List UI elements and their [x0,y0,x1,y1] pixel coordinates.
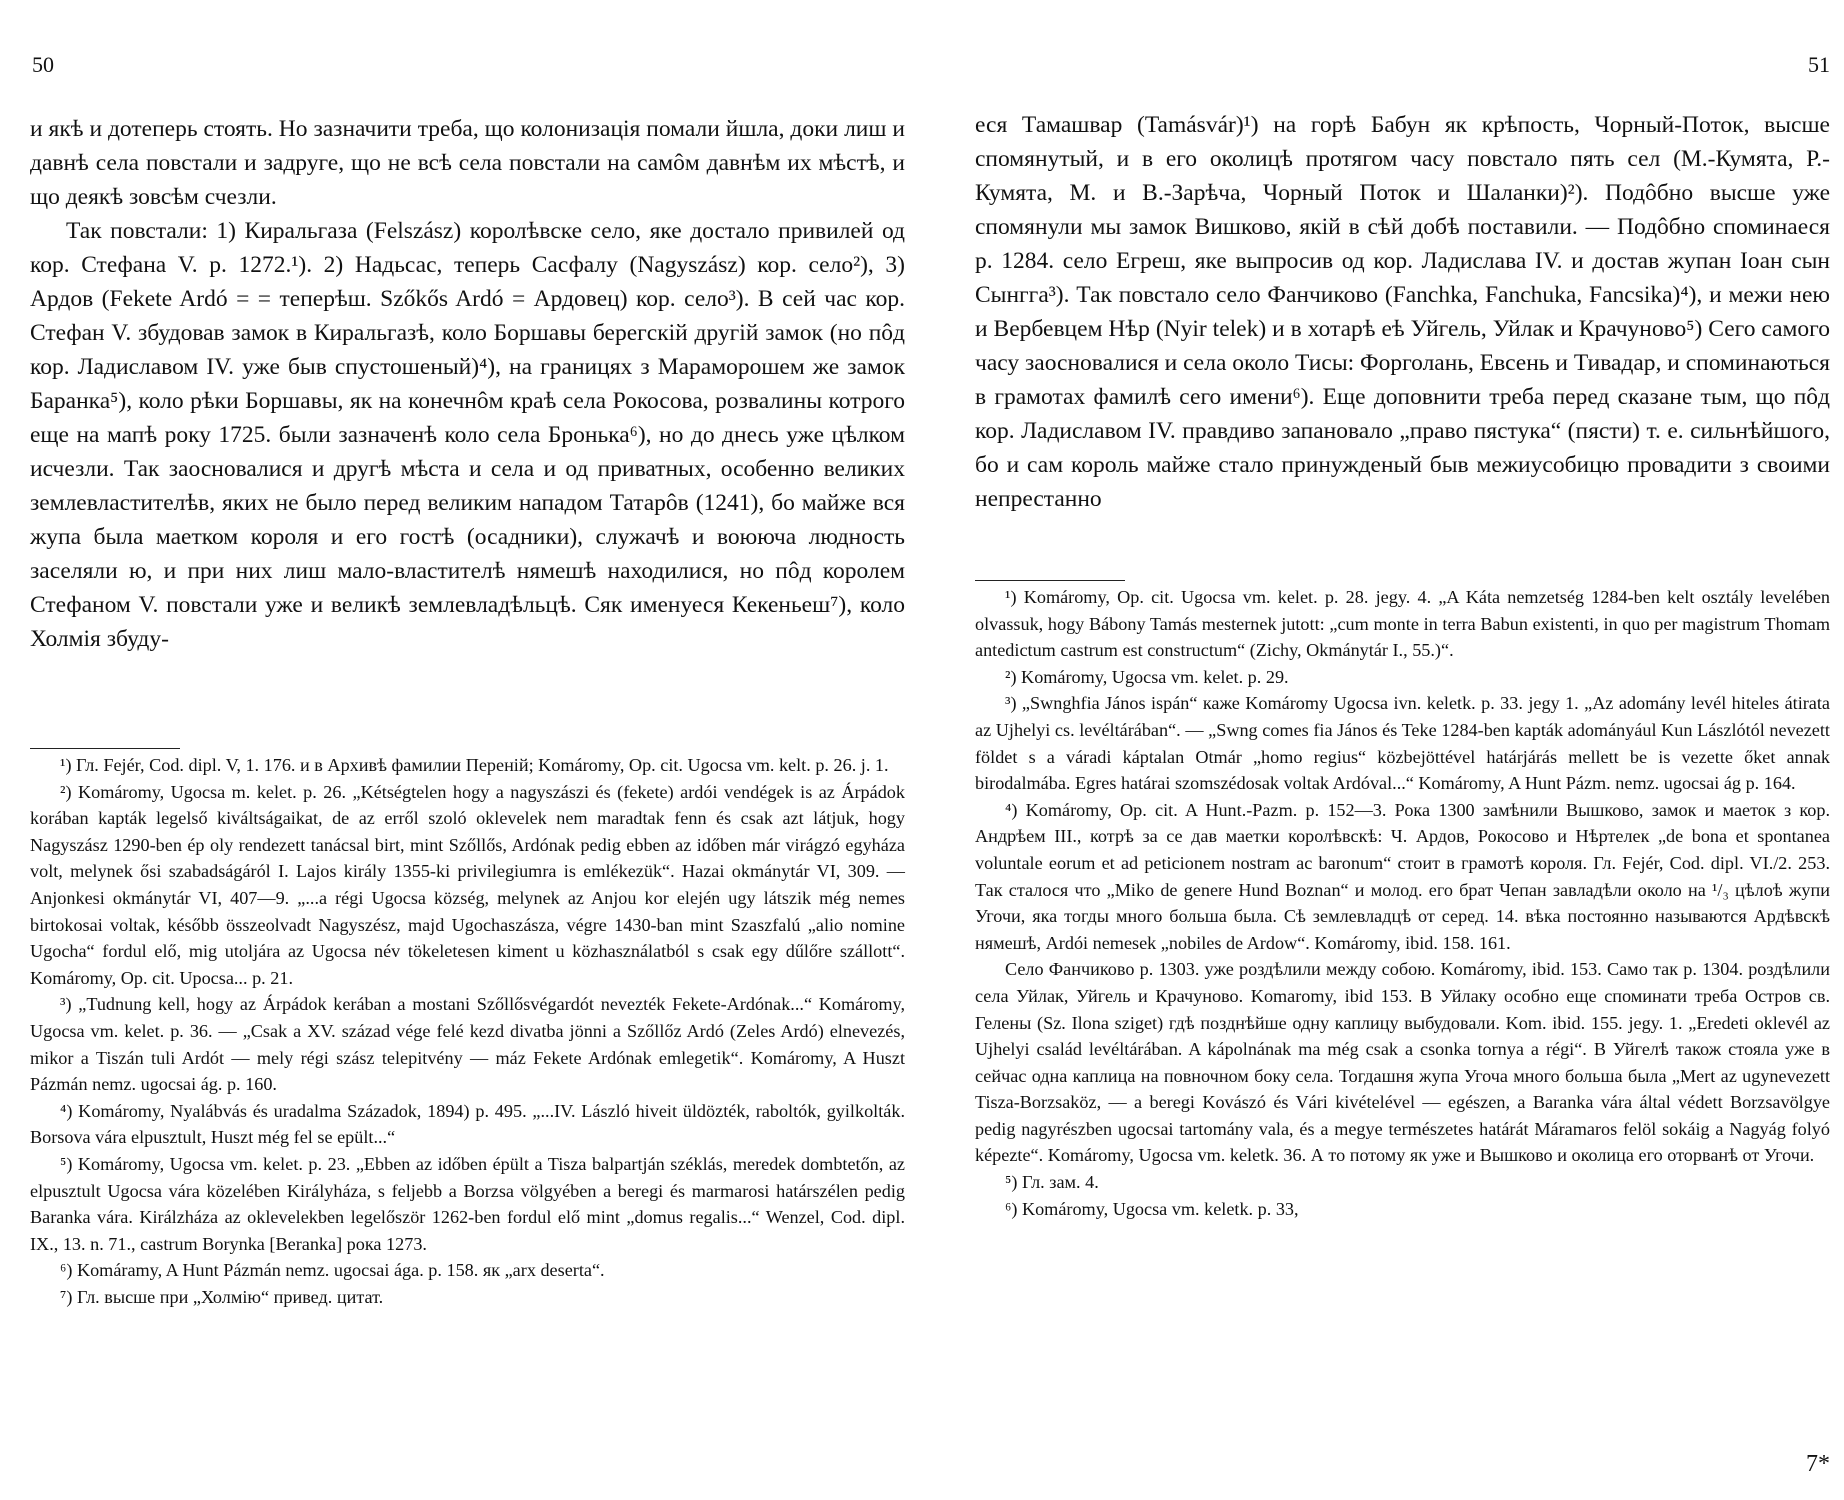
right-page [975,0,1830,1500]
printer-signature: 7* [1806,1451,1830,1477]
footnote: ⁵) Гл. зам. 4. [1005,1172,1099,1193]
footnote: ⁶) Komárаmy, A Hunt Pázmán nemz. ugocsai ága. p. 158. як „arx deserta“. [60,1260,605,1281]
footnote: ¹) Komáromy, Op. cit. Ugocsa vm. kelet. p. 28. jegy. 4. „A Káta nemzetség 1284-ben kelt osztály levelében olvassuk, hogy Bábony Tamás mesternek jutott: „cum monte in terra Babun existenti, in quo per magistrum Thomam antedictum castrum est constructum“ (Zichy, Okmánytár I., 55.)“. [975,587,1830,661]
footnote-separator [30,748,180,749]
footnotes [30,752,905,1310]
footnote: ⁵) Komáromy, Ugocsa vm. kelet. p. 23. „Ebben az időben épült a Tisza balpartján széklás, meredek dombtetőn, az elpusztult Ugocsa vára közelében Királyháza, s feljebb a Borzsa völgyében a beregi és marmarosi határszélen pedig Baranka vára. Királzháza az oklevelekben legelőször 1262-ben fordul elő mint „domus regalis...“ Wenzel, Cod. dipl. IX., 13. n. 71., castrum Borynka [Beranka] рока 1273. [30,1153,905,1254]
footnote-continuation: Село Фанчиково р. 1303. уже роздѣлили между собою. Komáromy, ibid. 153. Само так р. 1304. роздѣлили села Уйлак, Уйгель и Крачуново. Komaromy, ibid 153. В Уйлаку особно еще споминати треба Остров св. Гелены (Sz. Ilona sziget) гдѣ позднѣйше одну каплицу выбудовали. Kom. ibid. 155. jegy. 1. „Eredeti oklevél az Ujhelyi család levéltárában. A kápolnának ma még csak a csonka tornya a régi“. В Уйгелѣ також стояла уже в сейчас одна каплица на повночном боку села. Тогдашня жупа Угоча много больша была „Mert az ugynevezett Tisza-Borzsaköz, — a beregi Kovászó és Vári kivételével — egészen, a Baranka vára által védett Borzsavölgye pedig nagyrészben ugocsai tartomány vala, és a megye természetes határát Máramaros felöl sokáig a Nagyág folyó képezte“. Komáromy, Ugocsa vm. keletk. 36. А то потому як уже и Вышково и околица его оторванѣ от Угочи. [975,959,1830,1166]
paragraph: еся Тамашвар (Tamásvár)¹) на горѣ Бабун як крѣпость, Чорный-Поток, высше спомянутый, и в его околицѣ протягом часу повстало пять сел (М.-Кумята, Р.-Кумята, М. и В.-Зарѣча, Чорный Поток и Шаланки)²). Подôбно высше уже спомянули мы замок Вишково, якій в сѣй добѣ поставили. — Подôбно споминаеся р. 1284. село Егреш, яке выпросив од кор. Ладислава IV. и достав жупан Іоан сын Сынгга³). Так повстало село Фанчиково (Fanchka, Fanchuka, Fancsika)⁴), и межи нею и Вербевцем Нѣр (Nyir telek) и в хотарѣ еѣ Уйгель, Уйлак и Крачуново⁵) Сего самого часу заосновалися и села около Тисы: Форголань, Евсень и Тивадар, и споминаються в грамотах фамилѣ сего имени⁶). Еще доповнити треба перед сказане тым, що пôд кор. Ладиславом IV. правдиво запановало „право пястука“ (пясти) т. е. сильнѣйшого, бо и сам король майже стало принужденый быв межиусобицю провадити з своими непрестанно [975,112,1830,512]
footnote: ²) Komáromy, Ugocsa vm. kelet. p. 29. [1005,666,1289,687]
footnote: ³) „Swnghfia János ispán“ каже Komáromy Ugocsa ivn. keletk. p. 33. jegy 1. „Az adomány levél hiteles átirata az Ujhelyi cs. levéltárában“. — „Swng comes fia János és Teke 1284-ben kapták adományául Kun Lászlótól nevezett földet s a váradi káptalan Otmár „homo regius“ közbejöttével határjárás mellett be is vezette őket annak birodalmába. Egres határai szomszédosak voltak Ardóval...“ Komáromy, A Hunt Pázm. nemz. ugocsai ág p. 164. [975,693,1830,794]
footnote: ⁶) Komáromy, Ugocsa vm. keletk. p. 33, [1005,1198,1299,1219]
page-number: 50 [32,52,54,77]
main-text [975,108,1830,516]
footnote: ⁴) Komáromy, Nyalábvás és uradalma Századok, 1894) p. 495. „...IV. László hiveit üldözték, raboltók, gyilkolták. Borsova vára elpusztult, Huszt még fel se epült...“ [30,1100,905,1148]
paragraph: и якѣ и дотеперь стоять. Но зазначити треба, що колонизація помали йшла, доки лиш и давнѣ села повстали и задруге, що не всѣ села повстали на самôм давнѣм их мѣстѣ, и що деякѣ зовсѣм счезли. [30,116,905,210]
footnote: ⁴) Komáromy, Op. cit. A Hunt.-Pazm. p. 152—3. Рока 1300 замѣнили Вышково, замок и маеток з кор. Андрѣем III., котрѣ за се дав маетки королѣвскѣ: Ч. Ардов, Рокосово и Нѣртелек „de bona et spontanea voluntale eorum et ad peticionem nostram ac baronum“ стоит в грамотѣ короля. Гл. Fejér, Cod. dipl. VI./2. 253. Так сталося что „Miko de genere Hund Boznan“ и молод. его брат Чепан завладѣли около на ¹/₃ цѣлоѣ жупи Угочи, яка тогды много больша была. Сѣ землевладцѣ от серед. 14. вѣка постоянно называются Ардѣвскѣ нямешѣ, Ardói nemesek „nobiles de Ardow“. Komáromy, ibid. 158. 161. [975,799,1830,953]
footnote: ¹) Гл. Fejér, Cod. dipl. V, 1. 176. и в Архивѣ фамилии Переній; Komáromy, Op. cit. Ugocsa vm. kelt. p. 26. j. 1. [60,755,889,775]
footnotes [975,584,1830,1222]
footnote-separator [975,580,1125,581]
footnote: ⁷) Гл. высше при „Холмію“ привед. цитат. [60,1286,384,1307]
left-page [30,0,905,1500]
paragraph: Так повстали: 1) Киральгаза (Felszász) королѣвске село, яке достало привилей од кор. Стефана V. р. 1272.¹). 2) Надьсас, теперь Сасфалу (Nagyszász) кор. село²), 3) Ардов (Fekete Ardó = = теперѣш. Szőkős Ardó = Ардовец) кор. село³). В сей час кор. Стефан V. збудовав замок в Киральгазѣ, коло Боршавы берегскій другій замок (но пôд кор. Ладиславом IV. уже быв спустошеный)⁴), на границях з Мараморошем же замок Баранка⁵), коло рѣки Боршавы, як на конечнôм краѣ села Рокосова, розвалины котрого еще на мапѣ року 1725. были зазначенѣ коло села Бронька⁶), но до днесь уже цѣлком исчезли. Так заосновалися и другѣ мѣста и села и од приватных, особенно великих землевластителѣв, яких не было перед великим нападом Татарôв (1241), бо майже вся жупа была маетком короля и его гостѣ (осадники), служачѣ и воююча людность заселяли ю, и при них лиш мало-властителѣ нямешѣ находилися, но пôд королем Стефаном V. повстали уже и великѣ землевладѣльцѣ. Сяк именуеся Кекеньеш⁷), коло Холмія збуду- [30,218,905,652]
page-number: 51 [1808,52,1830,77]
main-text [30,112,905,656]
footnote: ³) „Tudnung kell, hogy az Árpádok kerában a mostani Szőllősvégardót nevezték Fekete-Ardónak...“ Komáromy, Ugocsa vm. kelet. p. 36. — „Csak a XV. század vége felé kezd divatba jönni a Szőllőz Ardó (Zeles Ardó) elnevezés, mikor a Tiszán tuli Ardót — mely régi szász telepitvény — máz Fekete Ardónak emlegetik“. Komáromy, A Huszt Pázmán nemz. ugocsai ág. p. 160. [30,994,905,1095]
footnote: ²) Komáromy, Ugocsa m. kelet. p. 26. „Kétségtelen hogy a nagyszászi és (fekete) ardói vendégek is az Árpádok korában kapták legelső kiváltságaikat, de az erről szoló oklevelek nem maradtak fenn és csak azt látjuk, hogy Nagyszász 1290-ben ép oly rendezett tanácsal birt, mint Szőllős, Ardónak pedig ebben az időben már virágzó egyháza volt, melynek ősi szabadságáról I. Lajos király 1355-ki privilegiumra is emlékezük“. Hazai okmánytár VI, 309. — Anjonkesi okmánytár VI, 407—9. „...a régi Ugocsa község, melynek az Anjou kor elején ugy látszik még nemes birtokosai voltak, később összeolvadt Nagyszész, majd Ugochaszásza, végre 1430-ban mint Szaszfalú „alio nomine Ugocha“ fordul elő, mig utoljára az Ugocsa név tökeletesen kiment u közhasználatból s csak egy dűlőre szállott“. Komáromy, Op. cit. Upocsa... p. 21. [30,781,905,988]
